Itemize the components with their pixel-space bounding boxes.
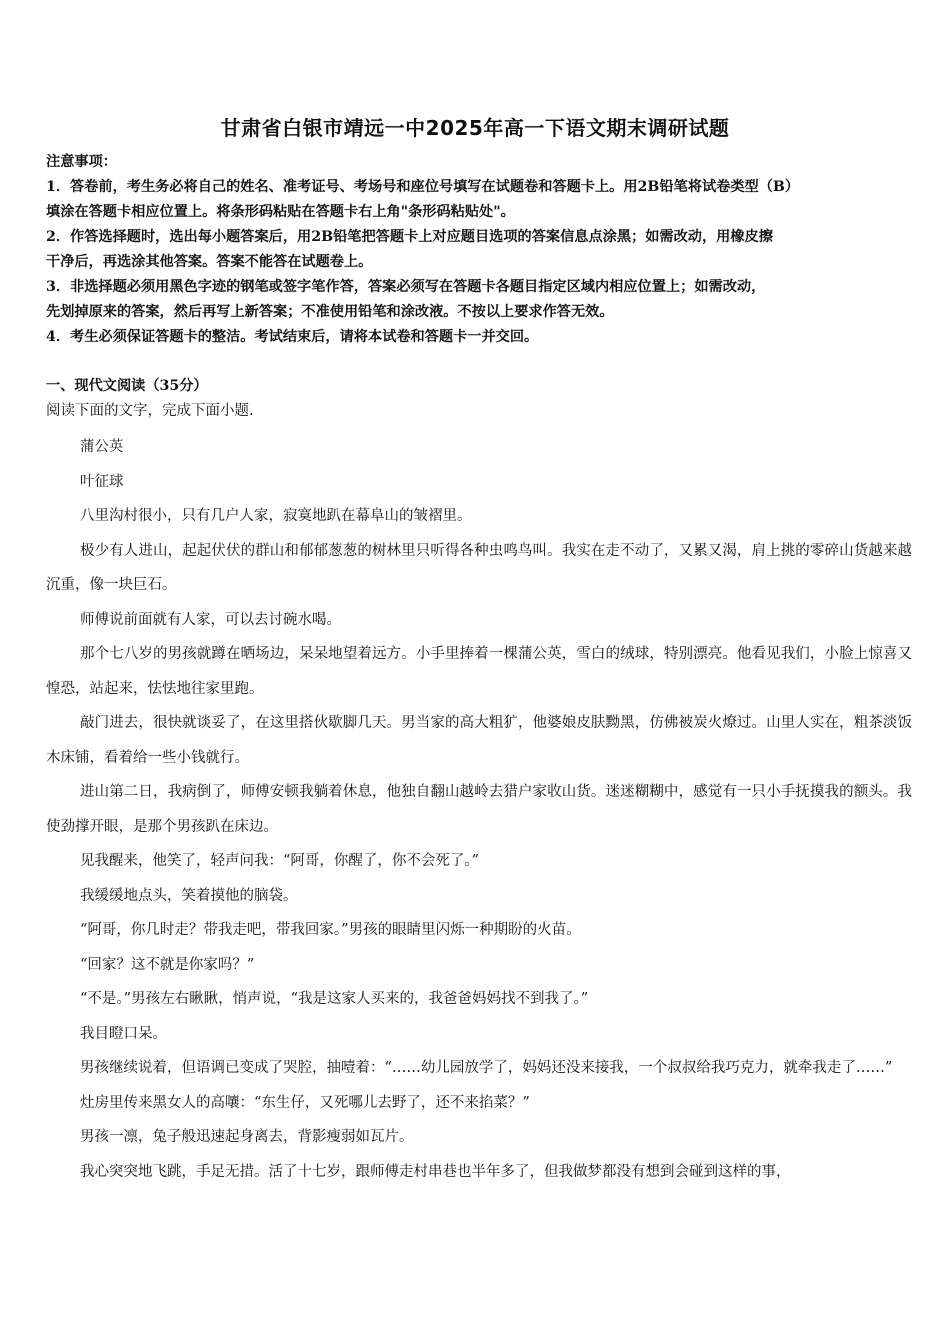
passage-author: 叶征球 bbox=[80, 473, 124, 490]
passage-paragraph: 见我醒来，他笑了，轻声问我：“阿哥，你醒了，你不会死了。” bbox=[80, 853, 480, 869]
notice-line: 填涂在答题卡相应位置上。将条形码粘贴在答题卡右上角"条形码粘贴处"。 bbox=[46, 204, 515, 220]
reading-instruction: 阅读下面的文字，完成下面小题. bbox=[46, 403, 254, 419]
passage-paragraph: 敲门进去，很快就谈妥了，在这里搭伙歇脚几天。男当家的高大粗犷，他婆娘皮肤黝黑，仿佛被炭火燎过。山里人实在，粗茶淡饭木床铺，看着给一些小钱就行。 bbox=[46, 715, 912, 766]
passage-paragraph: 男孩继续说着，但语调已变成了哭腔，抽噎着：“……幼儿园放学了，妈妈还没来接我，一个叔叔给我巧克力，就牵我走了……” bbox=[80, 1060, 893, 1076]
section-heading: 一、现代文阅读（35分） bbox=[46, 378, 208, 394]
passage-paragraph: “阿哥，你几时走？带我走吧，带我回家。”男孩的眼睛里闪烁一种期盼的火苗。 bbox=[80, 922, 581, 938]
passage-paragraph: 男孩一凛，兔子般迅速起身离去，背影瘦弱如瓦片。 bbox=[80, 1129, 414, 1145]
notice-block bbox=[46, 150, 916, 350]
passage-paragraph: 我缓缓地点头，笑着摸他的脑袋。 bbox=[80, 887, 298, 904]
notice-line: 2．作答选择题时，选出每小题答案后，用2B铅笔把答题卡上对应题目选项的答案信息点涂黑；如需改动，用橡皮擦 bbox=[46, 229, 773, 245]
notice-line: 先划掉原来的答案，然后再写上新答案；不准使用铅笔和涂改液。不按以上要求作答无效。 bbox=[46, 304, 614, 320]
notice-line: 干净后，再选涂其他答案。答案不能答在试题卷上。 bbox=[46, 254, 373, 270]
passage-title: 蒲公英 bbox=[80, 439, 124, 455]
passage-paragraph: “回家？这不就是你家吗？” bbox=[80, 956, 255, 973]
notice-line: 3．非选择题必须用黑色字迹的钢笔或签字笔作答，答案必须写在答题卡各题目指定区域内相应位置上；如需改动， bbox=[46, 279, 766, 295]
notice-line: 4．考生必须保证答题卡的整洁。考试结束后，请将本试卷和答题卡一并交回。 bbox=[46, 329, 539, 345]
reading-passage bbox=[46, 430, 912, 1189]
passage-paragraph: “不是。”男孩左右瞅瞅，悄声说，“我是这家人买来的，我爸爸妈妈找不到我了。” bbox=[80, 991, 589, 1007]
exam-title: 甘肃省白银市靖远一中2025年高一下语文期末调研试题 bbox=[220, 116, 730, 140]
passage-paragraph: 灶房里传来黑女人的高嚷：“东生仔，又死哪儿去野了，还不来掐菜？” bbox=[80, 1094, 530, 1111]
notice-line: 1．答卷前，考生务必将自己的姓名、准考证号、考场号和座位号填写在试题卷和答题卡上。用2B铅笔将试卷类型（B） bbox=[46, 179, 800, 195]
passage-paragraph: 那个七八岁的男孩就蹲在晒场边，呆呆地望着远方。小手里捧着一棵蒲公英，雪白的绒球，特别漂亮。他看见我们，小脸上惊喜又惶恐，站起来，怯怯地往家里跑。 bbox=[46, 646, 912, 697]
passage-paragraph: 进山第二日，我病倒了，师傅安顿我躺着休息，他独自翻山越岭去猎户家收山货。迷迷糊糊中，感觉有一只小手抚摸我的额头。我使劲撑开眼，是那个男孩趴在床边。 bbox=[46, 784, 912, 835]
passage-paragraph: 八里沟村很小，只有几户人家，寂寞地趴在幕阜山的皱褶里。 bbox=[80, 508, 472, 524]
passage-paragraph: 我目瞪口呆。 bbox=[80, 1025, 167, 1042]
passage-paragraph: 极少有人进山，起起伏伏的群山和郁郁葱葱的树林里只听得各种虫鸣鸟叫。我实在走不动了，又累又渴，肩上挑的零碎山货越来越沉重，像一块巨石。 bbox=[46, 542, 912, 593]
passage-paragraph: 师傅说前面就有人家，可以去讨碗水喝。 bbox=[80, 611, 341, 628]
passage-paragraph: 我心突突地飞跳，手足无措。活了十七岁，跟师傅走村串巷也半年多了，但我做梦都没有想到会碰到这样的事， bbox=[80, 1163, 791, 1180]
notice-heading: 注意事项： bbox=[46, 154, 117, 170]
